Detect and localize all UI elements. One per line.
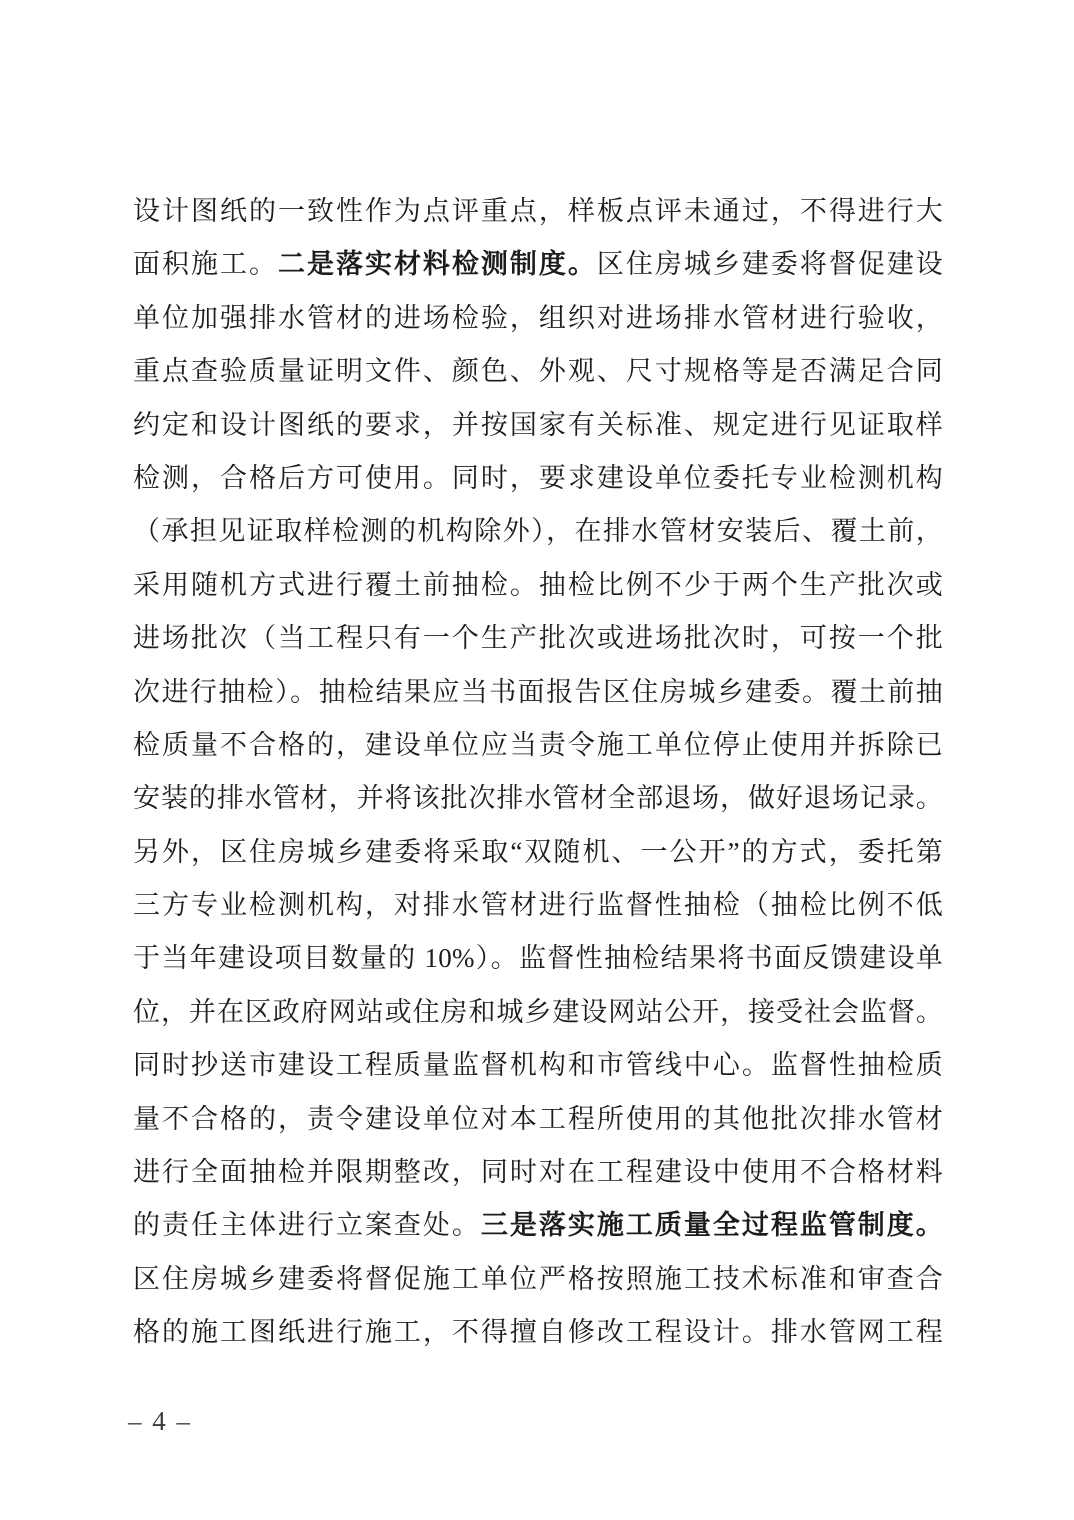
text-line: [133, 719, 943, 772]
text-line: [133, 1039, 943, 1092]
body-text: 重点查验质量证明文件、颜色、外观、尺寸规格等是否满足合同: [133, 356, 943, 387]
body-text: 单位加强排水管材的进场检验，组织对进场排水管材进行验收，: [133, 302, 943, 333]
page-number: – 4 –: [128, 1406, 192, 1436]
text-line: [133, 1199, 943, 1252]
body-text: （承担见证取样检测的机构除外），在排水管材安装后、覆土前，: [133, 516, 943, 547]
text-line: [133, 292, 943, 345]
text-line: [133, 452, 943, 505]
body-text: 的责任主体进行立案查处。: [133, 1210, 481, 1241]
body-text: 进行全面抽检并限期整改，同时对在工程建设中使用不合格材料: [133, 1157, 943, 1188]
emphasis-text: 三是落实施工质量全过程监管制度。: [480, 1210, 943, 1241]
text-line: [133, 559, 943, 612]
text-line: [133, 238, 943, 291]
text-line: [133, 1306, 943, 1359]
emphasis-text: 二是落实材料检测制度。: [277, 249, 597, 280]
text-line: [133, 345, 943, 398]
body-text: 采用随机方式进行覆土前抽检。抽检比例不少于两个生产批次或: [133, 569, 943, 600]
text-line: [133, 1146, 943, 1199]
body-text: 安装的排水管材，并将该批次排水管材全部退场，做好退场记录。: [133, 783, 943, 814]
document-lines: [133, 185, 943, 1360]
body-text: 进场批次（当工程只有一个生产批次或进场批次时，可按一个批: [133, 623, 943, 654]
body-text: 量不合格的，责令建设单位对本工程所使用的其他批次排水管材: [133, 1103, 943, 1134]
text-line: [133, 826, 943, 879]
body-text: 区住房城乡建委将督促建设: [596, 249, 944, 280]
body-text: 于当年建设项目数量的 10%）。监督性抽检结果将书面反馈建设单: [133, 943, 943, 974]
text-line: [133, 879, 943, 932]
text-line: [133, 505, 943, 558]
text-line: [133, 1093, 943, 1146]
body-text: 次进行抽检）。抽检结果应当书面报告区住房城乡建委。覆土前抽: [133, 676, 943, 707]
text-line: [133, 666, 943, 719]
text-line: [133, 986, 943, 1039]
body-text: 区住房城乡建委将督促施工单位严格按照施工技术标准和审查合: [133, 1263, 943, 1294]
body-text: 检测，合格后方可使用。同时，要求建设单位委托专业检测机构: [133, 462, 943, 493]
text-line: [133, 399, 943, 452]
text-line: [133, 932, 943, 985]
body-text: 同时抄送市建设工程质量监督机构和市管线中心。监督性抽检质: [133, 1050, 943, 1081]
text-line: [133, 612, 943, 665]
body-text: 面积施工。: [133, 249, 278, 280]
body-text: 三方专业检测机构，对排水管材进行监督性抽检（抽检比例不低: [133, 890, 943, 921]
body-text: 格的施工图纸进行施工，不得擅自修改工程设计。排水管网工程: [133, 1317, 943, 1348]
body-text: 设计图纸的一致性作为点评重点，样板点评未通过，不得进行大: [133, 196, 943, 226]
text-line: [133, 772, 943, 825]
body-text: 另外，区住房城乡建委将采取“双随机、一公开”的方式，委托第: [133, 836, 943, 867]
text-line: [133, 1253, 943, 1306]
body-text: 检质量不合格的，建设单位应当责令施工单位停止使用并拆除已: [133, 729, 943, 760]
text-line: [133, 185, 943, 238]
body-text: 约定和设计图纸的要求，并按国家有关标准、规定进行见证取样: [133, 409, 943, 440]
body-text: 位，并在区政府网站或住房和城乡建设网站公开，接受社会监督。: [133, 996, 943, 1027]
